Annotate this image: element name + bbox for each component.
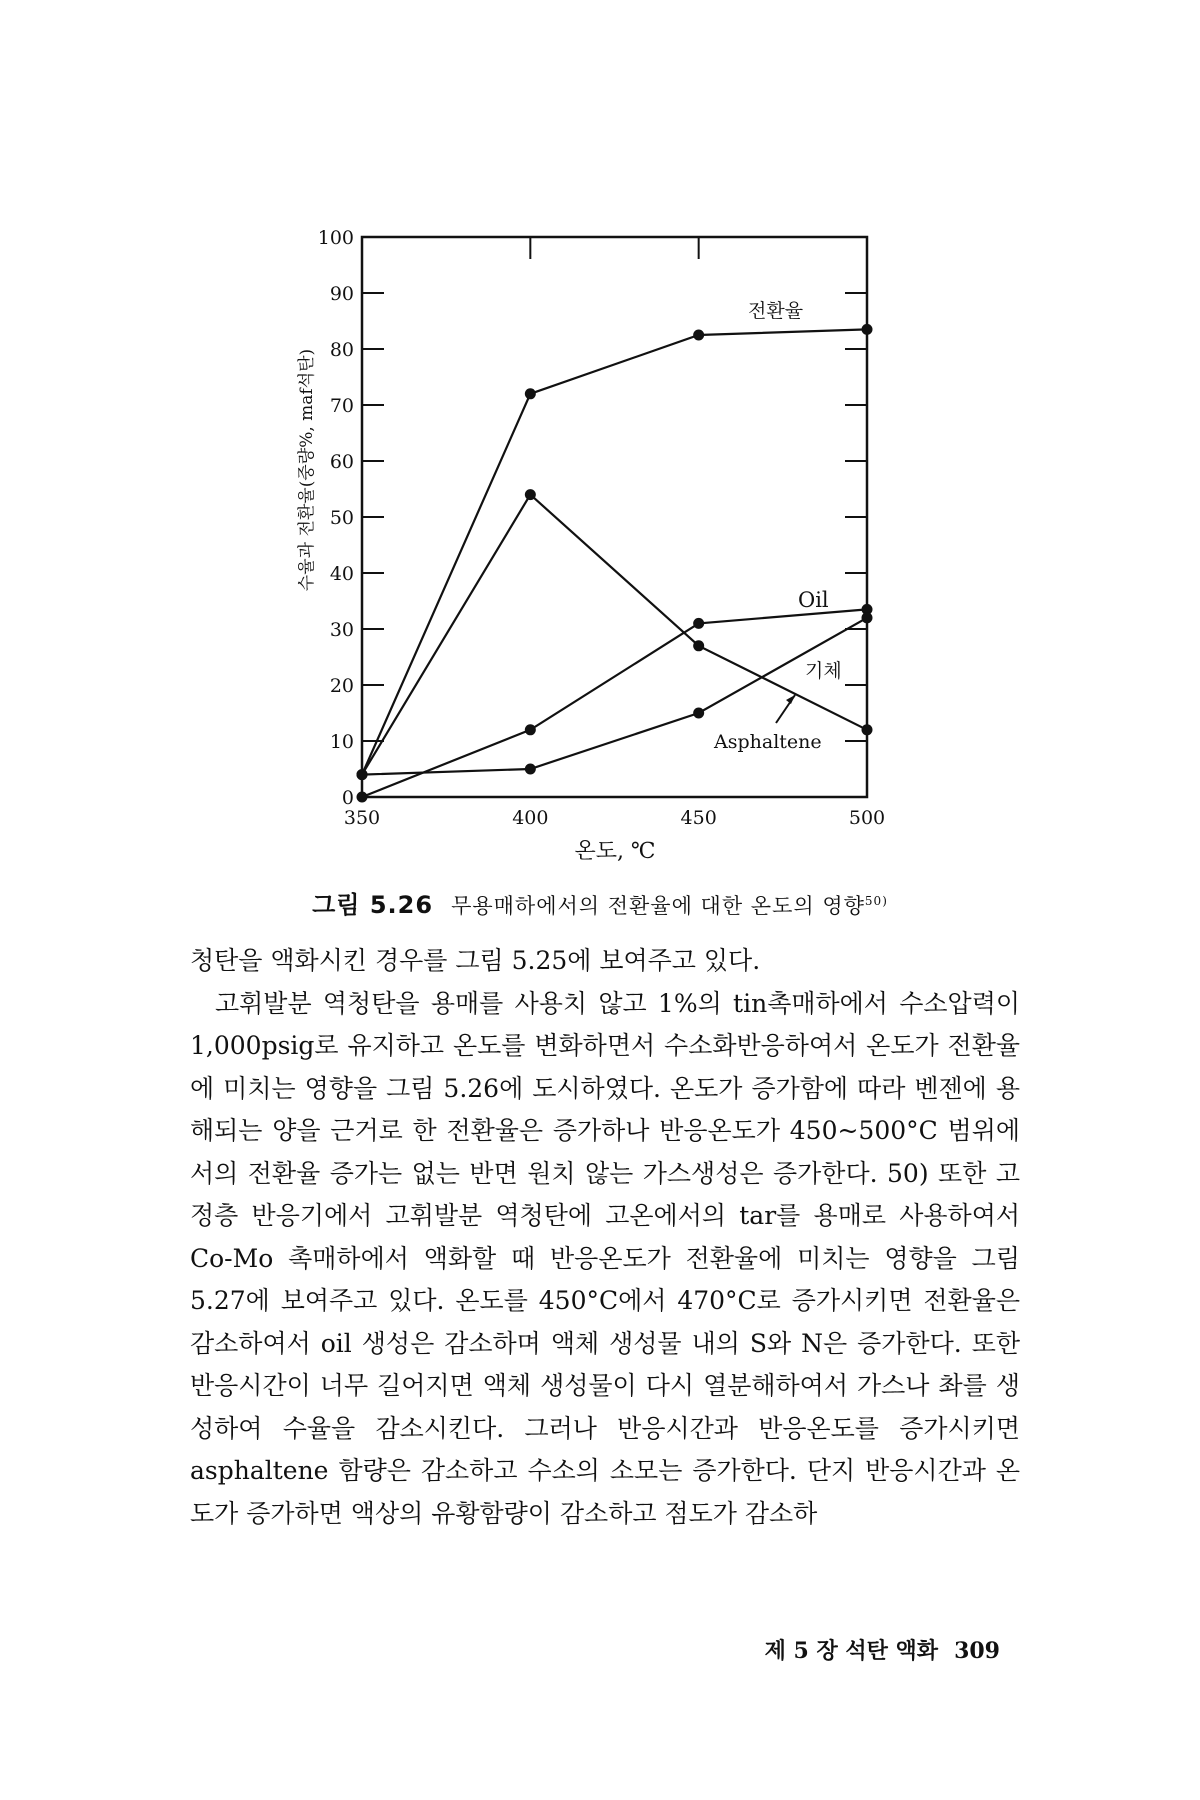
y-tick-label: 100 bbox=[317, 227, 354, 249]
data-point-asphaltene bbox=[693, 708, 704, 719]
body-text bbox=[190, 940, 1020, 1535]
x-tick-label: 350 bbox=[343, 807, 381, 829]
data-point-conversion bbox=[693, 330, 704, 341]
footer-chapter: 제 5 장 석탄 액화 bbox=[764, 1638, 939, 1664]
figure-caption-ref: 50) bbox=[864, 894, 888, 908]
figure-caption bbox=[0, 885, 1200, 920]
y-axis-label: 수율과 전환율(중량%, maf석탄) bbox=[297, 348, 317, 592]
paragraph-2: 고휘발분 역청탄을 용매를 사용치 않고 1%의 tin촉매하에서 수소압력이 1,000psig로 유지하고 온도를 변화하면서 수소화반응하여서 온도가 전환율에 미치는 영향을 그림 5.26에 도시하였다. 온도가 증가함에 따라 벤젠에 용해되는 양을 근거로 한 전환율은 증가하나 반응온도가 450~500°C 범위에서의 전환율 증가는 없는 반면 원치 않는 가스생성은 증가한다. 50) 또한 고정층 반응기에서 고휘발분 역청탄에 고온에서의 tar를 용매로 사용하여서 Co-Mo 촉매하에서 액화할 때 반응온도가 전환율에 미치는 영향을 그림 5.27에 보여주고 있다. 온도를 450°C에서 470°C로 증가시키면 전환율은 감소하여서 oil 생성은 감소하며 액체 생성물 내의 S와 N은 증가한다. 또한 반응시간이 너무 길어지면 액체 생성물이 다시 열분해하여서 가스나 촤를 생성하여 수율을 감소시킨다. 그러나 반응시간과 반응온도를 증가시키면 asphaltene 함량은 감소하고 수소의 소모는 증가한다. 단지 반응시간과 온도가 증가하면 액상의 유황함량이 감소하고 점도가 감소하 bbox=[190, 988, 1020, 1528]
data-point-conversion bbox=[862, 324, 873, 335]
x-tick-label: 500 bbox=[848, 807, 886, 829]
y-tick-label: 80 bbox=[329, 339, 354, 361]
data-point-oil bbox=[525, 724, 536, 735]
data-point-oil bbox=[693, 618, 704, 629]
series-label-gas: 기체 bbox=[805, 660, 842, 682]
y-tick-label: 40 bbox=[329, 563, 354, 585]
paragraph-1: 청탄을 액화시킨 경우를 그림 5.25에 보여주고 있다. bbox=[190, 946, 761, 975]
data-point-oil bbox=[357, 792, 368, 803]
y-tick-label: 60 bbox=[329, 451, 354, 473]
series-line-conversion bbox=[362, 329, 867, 774]
x-tick-label: 400 bbox=[512, 807, 549, 829]
y-tick-label: 30 bbox=[329, 619, 354, 641]
data-point-conversion bbox=[525, 388, 536, 399]
y-tick-label: 0 bbox=[341, 787, 354, 809]
y-tick-label: 50 bbox=[329, 507, 354, 529]
page-number: 309 bbox=[954, 1638, 1000, 1664]
data-point-gas bbox=[525, 489, 536, 500]
data-point-asphaltene bbox=[862, 612, 873, 623]
y-tick-label: 90 bbox=[329, 283, 354, 305]
figure-caption-label: 그림 5.26 bbox=[312, 891, 434, 919]
y-tick-label: 20 bbox=[329, 675, 354, 697]
series-label-oil: Oil bbox=[798, 588, 829, 612]
page-footer bbox=[620, 1634, 1000, 1665]
y-tick-label: 70 bbox=[329, 395, 354, 417]
x-tick-label: 450 bbox=[680, 807, 717, 829]
data-point-gas bbox=[693, 640, 704, 651]
asphaltene-pointer-head bbox=[786, 695, 795, 704]
conversion-temperature-chart bbox=[0, 0, 1200, 880]
y-tick-label: 10 bbox=[329, 731, 354, 753]
data-point-asphaltene bbox=[525, 764, 536, 775]
data-point-asphaltene bbox=[357, 769, 368, 780]
figure-caption-text: 무용매하에서의 전환율에 대한 온도의 영향 bbox=[451, 894, 865, 918]
x-axis-label: 온도, ℃ bbox=[574, 839, 656, 864]
series-label-asphaltene: Asphaltene bbox=[714, 731, 822, 753]
series-label-conversion: 전환율 bbox=[748, 300, 804, 322]
data-point-gas bbox=[862, 724, 873, 735]
